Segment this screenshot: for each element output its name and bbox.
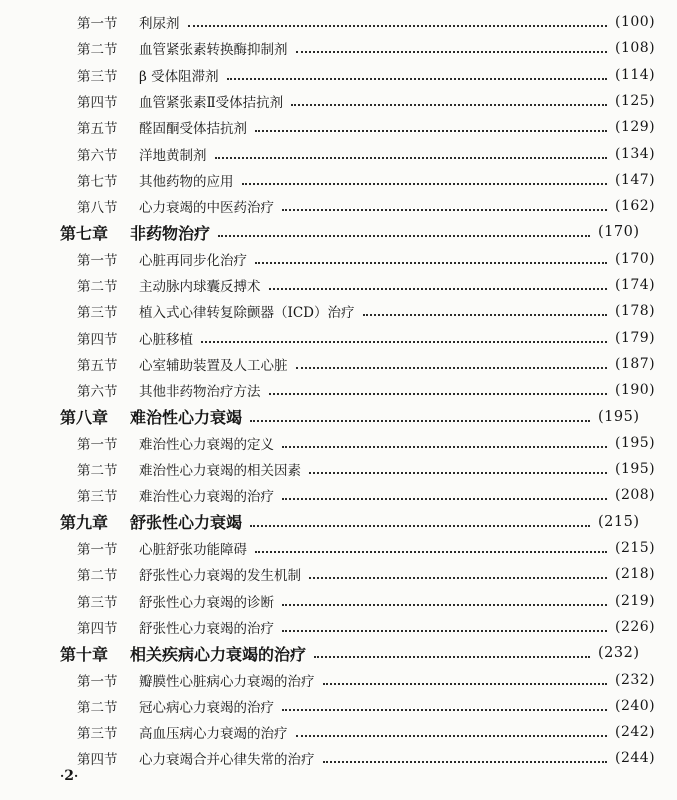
toc-section-entry [0, 588, 677, 614]
entry-page: (232) [615, 671, 656, 688]
dot-leader [227, 78, 607, 80]
entry-page: (218) [615, 566, 656, 583]
toc-section-entry [0, 246, 677, 272]
toc-section-entry [0, 351, 677, 377]
toc-section-entry [0, 141, 677, 167]
entry-title: 醛固酮受体拮抗剂 [139, 121, 247, 138]
toc-chapter-entry [0, 640, 660, 666]
entry-number: 第六节 [77, 147, 118, 164]
toc-section-entry [0, 430, 677, 456]
entry-number: 第十章 [60, 644, 109, 664]
folio-dot-right: · [73, 769, 79, 783]
entry-number: 第二节 [77, 279, 118, 295]
entry-number: 第八章 [60, 408, 109, 427]
entry-number: 第三节 [77, 68, 118, 85]
toc-section-entry [0, 325, 677, 351]
dot-leader [309, 577, 607, 579]
dot-leader [188, 25, 608, 27]
entry-title: 心力衰竭的中医药治疗 [139, 200, 274, 217]
entry-title: 血管紧张素转换酶抑制剂 [139, 42, 288, 59]
entry-number: 第一节 [77, 542, 118, 558]
toc-chapter-entry [0, 509, 660, 535]
entry-page: (162) [615, 198, 656, 215]
entry-number: 第三节 [77, 305, 118, 322]
entry-title: 其他非药物治疗方法 [139, 384, 261, 401]
entry-page: (174) [615, 277, 656, 293]
entry-title: 舒张性心力衰竭 [130, 513, 243, 533]
entry-number: 第二节 [77, 463, 118, 480]
entry-number: 第一节 [77, 252, 118, 269]
entry-number: 第六节 [77, 384, 118, 401]
entry-number: 第三节 [77, 594, 118, 611]
entry-page: (108) [615, 40, 656, 57]
entry-number: 第一节 [77, 436, 118, 453]
entry-page: (125) [615, 92, 656, 109]
entry-page: (215) [615, 540, 656, 556]
entry-page: (208) [615, 487, 656, 504]
toc-section-entry [0, 298, 677, 324]
dot-leader [282, 209, 607, 211]
entry-title: 舒张性心力衰竭的发生机制 [139, 568, 301, 585]
toc-section-entry [0, 745, 677, 771]
entry-title: 相关疾病心力衰竭的治疗 [130, 644, 307, 664]
entry-title: 洋地黄制剂 [139, 147, 207, 164]
dot-leader [291, 104, 607, 106]
toc-section-entry [0, 535, 677, 561]
entry-page: (195) [615, 434, 656, 451]
entry-title: 难治性心力衰竭的治疗 [139, 489, 274, 506]
entry-title: 舒张性心力衰竭的治疗 [139, 620, 274, 637]
toc-section-entry [0, 693, 677, 719]
entry-title: 利尿剂 [139, 16, 180, 32]
entry-page: (190) [615, 382, 656, 399]
entry-page: (244) [615, 750, 656, 767]
entry-title: 心脏移植 [139, 331, 193, 348]
toc-section-entry [0, 62, 677, 88]
entry-page: (170) [598, 224, 640, 241]
dot-leader [282, 446, 607, 448]
entry-title: 难治性心力衰竭的定义 [139, 436, 274, 453]
entry-number: 第四节 [77, 94, 118, 111]
toc-section-entry [0, 667, 677, 693]
entry-title: 非药物治疗 [130, 223, 211, 243]
toc-section-entry [0, 482, 677, 508]
toc-section-entry [0, 456, 677, 482]
entry-page: (114) [615, 66, 656, 83]
entry-title: 其他药物的应用 [139, 173, 234, 190]
dot-leader [296, 51, 608, 53]
entry-title: 主动脉内球囊反搏术 [139, 279, 261, 295]
dot-leader [242, 183, 608, 185]
dot-leader [296, 735, 608, 737]
entry-number: 第七章 [60, 223, 109, 243]
entry-title: 难治性心力衰竭 [130, 408, 243, 427]
toc-section-entry [0, 377, 677, 403]
dot-leader [218, 235, 590, 237]
dot-leader [309, 472, 607, 474]
toc-chapter-entry [0, 219, 660, 245]
entry-page: (242) [615, 724, 656, 741]
entry-number: 第四节 [77, 620, 118, 637]
toc-section-entry [0, 193, 677, 219]
entry-number: 第二节 [77, 42, 118, 59]
dot-leader [296, 367, 608, 369]
toc-section-entry [0, 272, 677, 298]
dot-leader [255, 130, 607, 132]
toc-section-entry [0, 9, 677, 35]
entry-number: 第一节 [77, 673, 118, 690]
dot-leader [282, 630, 607, 632]
entry-number: 第三节 [77, 726, 118, 743]
toc-chapter-entry [0, 404, 660, 430]
entry-page: (240) [615, 697, 656, 714]
dot-leader [255, 262, 607, 264]
entry-number: 第二节 [77, 699, 118, 716]
entry-number: 第四节 [77, 331, 118, 348]
dot-leader [250, 420, 590, 422]
toc-section-entry [0, 114, 677, 140]
toc-section-entry [0, 35, 677, 61]
entry-page: (215) [598, 513, 640, 530]
dot-leader [215, 157, 608, 159]
entry-title: 难治性心力衰竭的相关因素 [139, 463, 301, 480]
entry-title: 植入式心律转复除颤器（ICD）治疗 [139, 305, 355, 322]
entry-title: β 受体阻滞剂 [139, 68, 219, 85]
entry-title: 心脏舒张功能障碍 [139, 542, 247, 558]
entry-page: (100) [615, 14, 656, 30]
entry-page: (129) [615, 119, 656, 136]
dot-leader [282, 498, 607, 500]
entry-page: (226) [615, 618, 656, 635]
folio-number: 2 [64, 768, 74, 784]
entry-title: 心脏再同步化治疗 [139, 252, 247, 269]
entry-number: 第八节 [77, 200, 118, 217]
toc-section-entry [0, 167, 677, 193]
entry-title: 舒张性心力衰竭的诊断 [139, 594, 274, 611]
dot-leader [282, 604, 607, 606]
toc-section-entry [0, 614, 677, 640]
entry-page: (232) [598, 645, 640, 662]
entry-title: 冠心病心力衰竭的治疗 [139, 699, 274, 716]
entry-page: (187) [615, 355, 656, 372]
dot-leader [255, 551, 607, 553]
entry-number: 第九章 [60, 513, 109, 533]
entry-number: 第二节 [77, 568, 118, 585]
entry-number: 第五节 [77, 357, 118, 374]
entry-title: 心室辅助装置及人工心脏 [139, 357, 288, 374]
dot-leader [314, 656, 590, 658]
dot-leader [269, 393, 608, 395]
entry-number: 第一节 [77, 16, 118, 32]
entry-title: 瓣膜性心脏病心力衰竭的治疗 [139, 673, 315, 690]
dot-leader [201, 341, 607, 343]
entry-number: 第三节 [77, 489, 118, 506]
dot-leader [269, 288, 608, 290]
entry-page: (195) [615, 461, 656, 478]
entry-page: (170) [615, 250, 656, 267]
entry-number: 第四节 [77, 752, 118, 769]
entry-page: (134) [615, 145, 656, 162]
entry-title: 心力衰竭合并心律失常的治疗 [139, 752, 315, 769]
entry-page: (178) [615, 303, 656, 320]
entry-page: (219) [615, 592, 656, 609]
toc-section-entry [0, 88, 677, 114]
dot-leader [323, 683, 608, 685]
entry-title: 血管紧张素Ⅱ受体拮抗剂 [139, 94, 284, 111]
entry-number: 第七节 [77, 173, 118, 190]
dot-leader [250, 525, 590, 527]
entry-page: (179) [615, 329, 656, 346]
entry-page: (195) [598, 408, 640, 425]
dot-leader [363, 314, 608, 316]
entry-number: 第五节 [77, 121, 118, 138]
folio-dot-left: · [60, 769, 65, 783]
dot-leader [282, 709, 607, 711]
entry-page: (147) [615, 171, 656, 188]
page-number [60, 768, 78, 784]
toc-section-entry [0, 719, 677, 745]
toc-section-entry [0, 561, 677, 587]
dot-leader [323, 761, 608, 763]
entry-title: 高血压病心力衰竭的治疗 [139, 726, 288, 743]
